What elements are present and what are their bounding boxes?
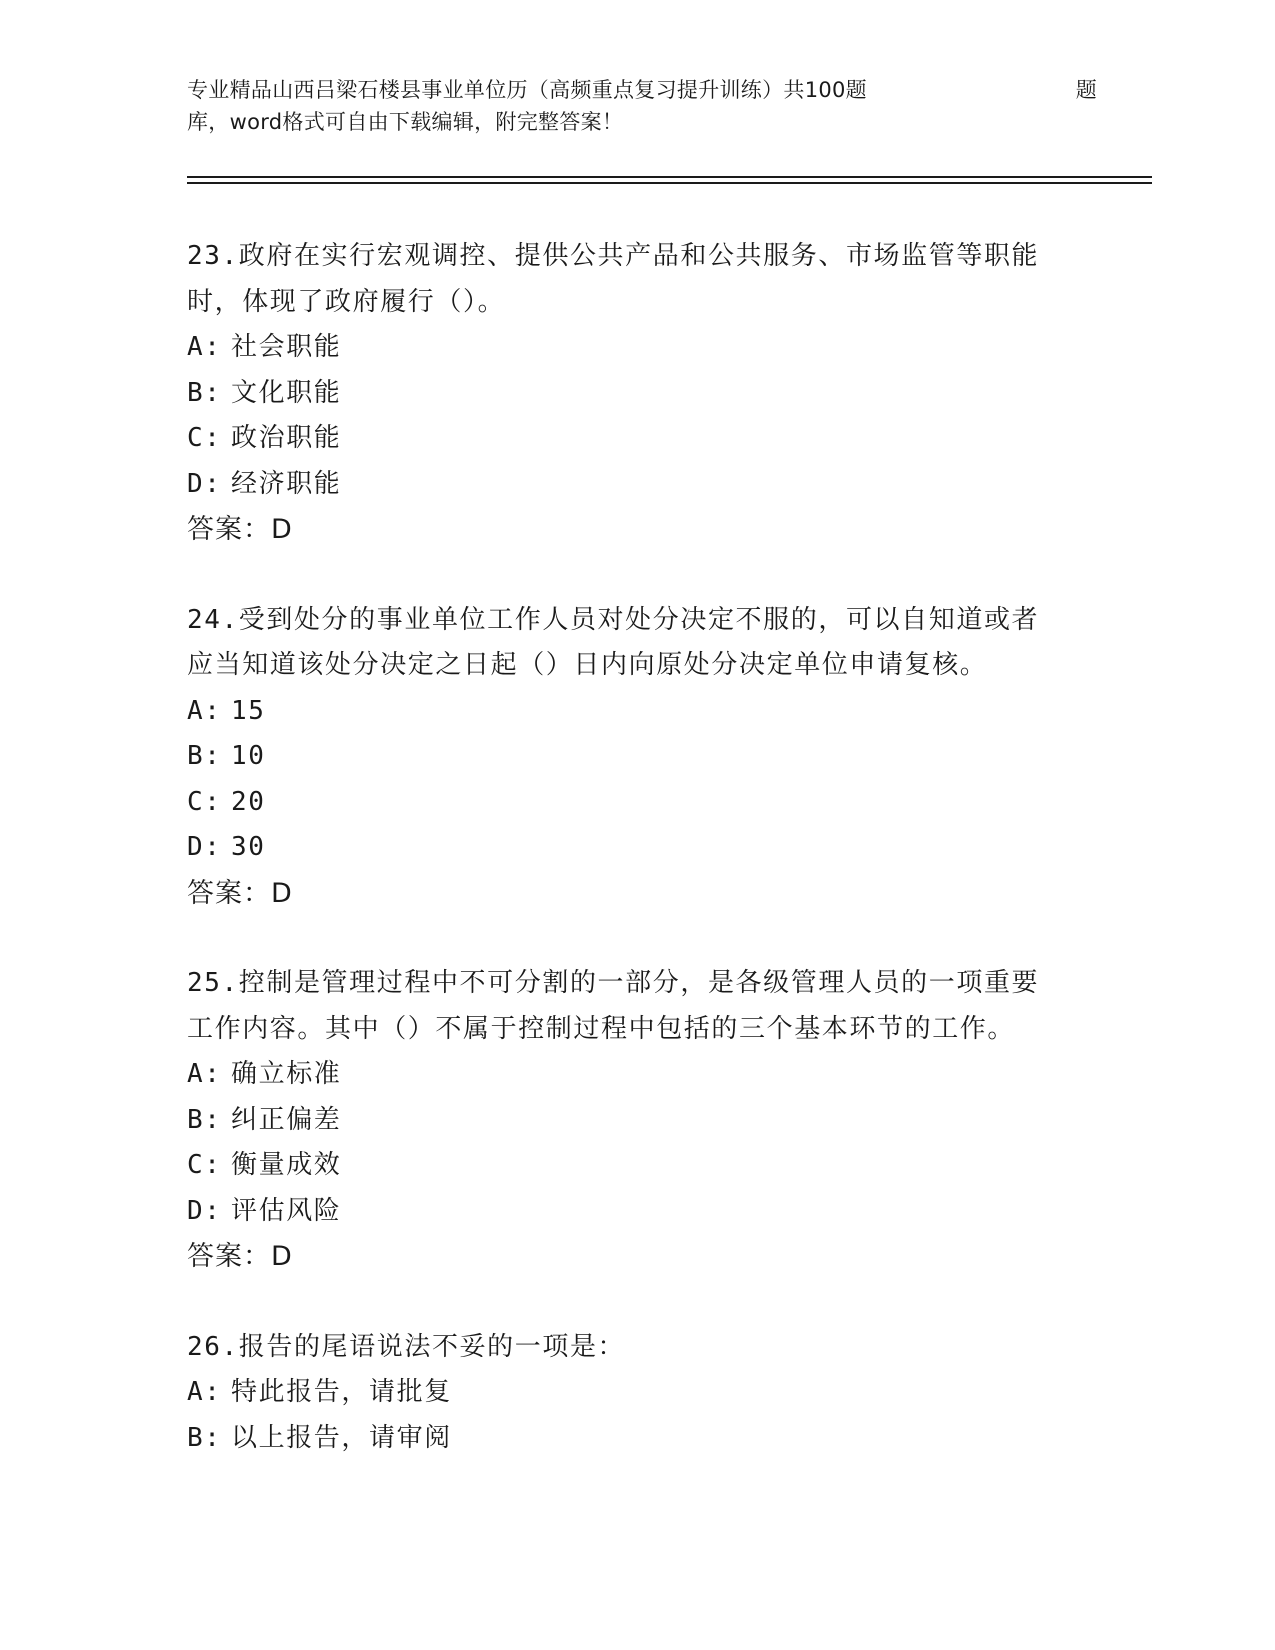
option-letter: A:: [187, 1059, 222, 1089]
option-text: 10: [231, 741, 266, 771]
option-b: [187, 1416, 1087, 1462]
option-text: 20: [231, 786, 266, 817]
option-text: 15: [231, 695, 266, 726]
option-letter: C:: [187, 1150, 222, 1180]
header-divider-top: [187, 176, 1152, 178]
question-stem-line: 应当知道该处分决定之日起（）日内向原处分决定单位申请复核。: [187, 650, 988, 680]
option-a: [187, 1052, 1087, 1098]
header-title: 专业精品山西吕梁石楼县事业单位历（高频重点复习提升训练）共100题: [187, 78, 867, 102]
option-d: [187, 462, 1087, 508]
option-letter: D:: [187, 468, 222, 499]
option-text: 政治职能: [231, 423, 342, 453]
option-letter: B:: [187, 1104, 222, 1135]
question-stem-line: 23.政府在实行宏观调控、提供公共产品和公共服务、市场监管等职能: [187, 241, 1040, 271]
option-b: [187, 371, 1087, 417]
question-stem-line: 26.报告的尾语说法不妥的一项是：: [187, 1331, 626, 1362]
option-letter: D:: [187, 832, 222, 862]
option-text: 评估风险: [231, 1195, 342, 1226]
header-line-2: 库，word格式可自由下载编辑，附完整答案！: [187, 110, 624, 134]
option-letter: B:: [187, 377, 222, 408]
option-letter: A:: [187, 1377, 222, 1407]
option-letter: C:: [187, 423, 222, 453]
option-text: 特此报告，请批复: [231, 1377, 452, 1407]
option-c: [187, 780, 1087, 826]
option-letter: B:: [187, 741, 222, 771]
option-d: [187, 1189, 1087, 1235]
option-text: 社会职能: [231, 332, 342, 362]
answer-line: 答案：D: [187, 514, 293, 545]
question-stem-line: 时，体现了政府履行（）。: [187, 286, 506, 317]
option-text: 30: [231, 832, 266, 862]
question-stem-line: 工作内容。其中（）不属于控制过程中包括的三个基本环节的工作。: [187, 1013, 1016, 1044]
page-header: [187, 74, 1097, 138]
option-text: 纠正偏差: [231, 1104, 342, 1135]
option-letter: A:: [187, 695, 222, 726]
question-25: [187, 961, 1087, 1280]
option-text: 以上报告，请审阅: [231, 1422, 452, 1453]
answer-line: 答案：D: [187, 1241, 293, 1272]
question-26: [187, 1325, 1087, 1462]
header-title-tail: 题: [1075, 78, 1097, 102]
question-23: [187, 234, 1087, 553]
option-c: [187, 1143, 1087, 1189]
question-stem-line: 24.受到处分的事业单位工作人员对处分决定不服的，可以自知道或者: [187, 604, 1040, 635]
question-list: [187, 234, 1087, 1461]
option-text: 确立标准: [231, 1059, 342, 1089]
option-c: [187, 416, 1087, 462]
option-a: [187, 325, 1087, 371]
option-letter: A:: [187, 332, 222, 362]
answer-line: 答案：D: [187, 877, 293, 909]
option-text: 经济职能: [231, 468, 342, 499]
option-b: [187, 734, 1087, 780]
header-line-1: [187, 74, 1097, 106]
option-a: [187, 1370, 1087, 1416]
option-text: 衡量成效: [231, 1150, 342, 1180]
option-letter: C:: [187, 786, 222, 817]
header-divider-bottom: [187, 182, 1152, 184]
option-a: [187, 689, 1087, 735]
question-stem-line: 25.控制是管理过程中不可分割的一部分，是各级管理人员的一项重要: [187, 968, 1040, 998]
option-d: [187, 825, 1087, 871]
option-letter: D:: [187, 1195, 222, 1226]
option-b: [187, 1098, 1087, 1144]
question-24: [187, 598, 1087, 917]
option-text: 文化职能: [231, 377, 342, 408]
option-letter: B:: [187, 1422, 222, 1453]
